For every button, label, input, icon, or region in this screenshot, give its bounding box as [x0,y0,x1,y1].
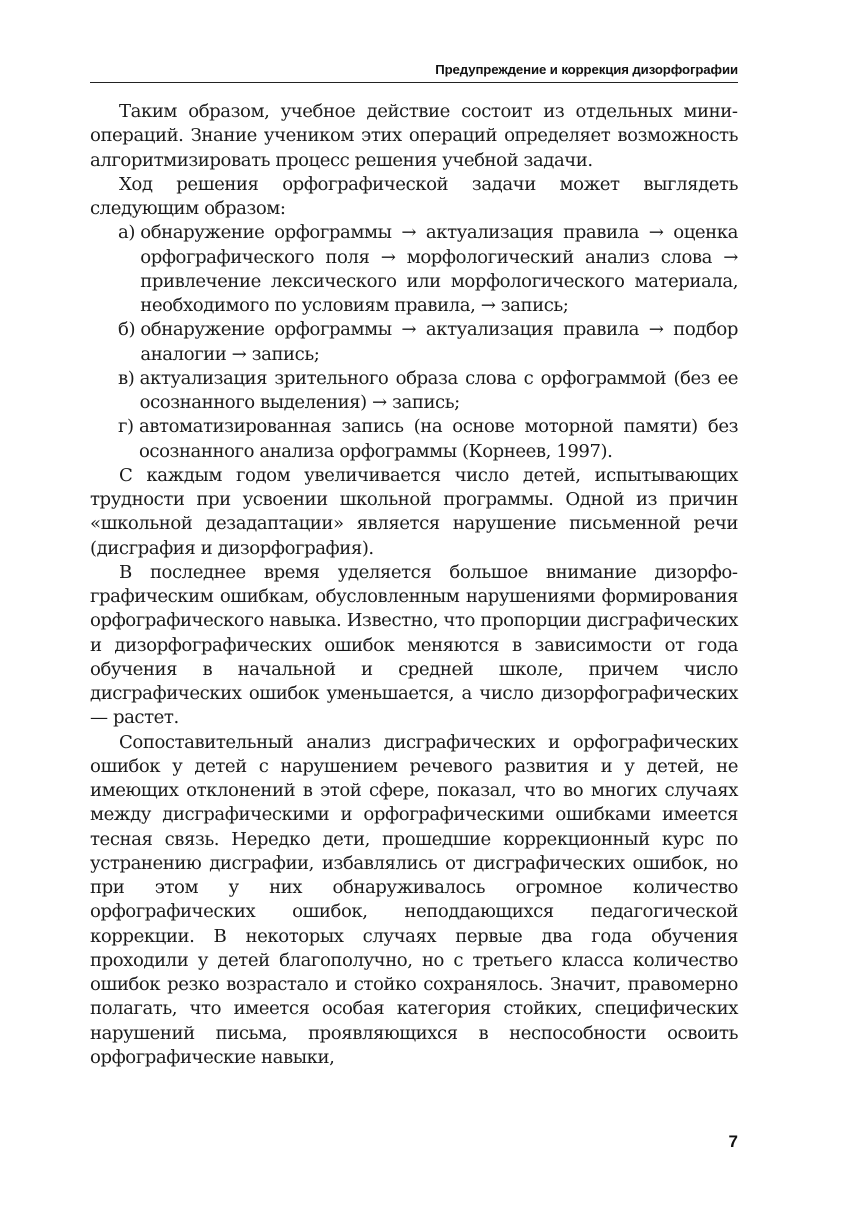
list-item [90,221,738,318]
list-item-text: обнаружение орфограммы → актуализация правила → подбор аналогии → запись; [140,319,738,365]
list-item [90,415,738,464]
list-item [90,318,738,367]
list-marker: г) [118,416,139,438]
page-number: 7 [728,1132,738,1151]
paragraph-4: В последнее время уделяется большое внимание дизорфографическим ошибкам, обусловленным нарушениями формирования орфографического навыка. Известно, что пропорции дисграфических и дизорфографических ошибок меняются в зависимости от года обучения в начальной и средней школе, причем число дисграфических ошибок уменьшается, а число дизорфографических — растет. [90,561,738,729]
list-item-text: обнаружение орфограммы → актуализация правила → оценка орфографического поля → морфологический анализ слова → привлечение лексического или морфологического материала, необходимого по условиям правила, → запись; [140,222,738,316]
list-item-text: актуализация зрительного образа слова с орфограммой (без ее осознанного выделения) → запись; [139,367,738,413]
solution-steps-list [90,221,738,464]
paragraph-3: С каждым годом увеличивается число детей, испытывающих трудности при усвоении школьной программы. Одной из причин «школьной дезадаптации» является нарушение письменной речи (дисграфия и дизорфография). [90,464,738,559]
paragraph-2: Ход решения орфографической задачи может выглядеть следующим образом: [90,173,738,219]
page-body [90,100,738,1070]
list-item-text: автоматизированная запись (на основе моторной памяти) без осознанного анализа орфограммы (Корнеев, 1997). [138,416,738,462]
list-marker: б) [118,319,141,341]
paragraph-1: Таким образом, учебное действие состоит из отдельных миниопераций. Знание учеником этих операций определяет возможность алгоритмизировать процесс решения учебной задачи. [90,101,738,171]
header-divider [90,82,738,83]
list-marker: в) [118,367,140,389]
list-item [90,367,738,416]
list-marker: а) [118,222,141,244]
running-header: Предупреждение и коррекция дизорфографии [435,62,738,77]
paragraph-5: Сопоставительный анализ дисграфических и орфографических ошибок у детей с нарушением речевого развития и у детей, не имеющих отклонений в этой сфере, показал, что во многих случаях между дисграфическими и орфографическими ошибками имеется тесная связь. Нередко дети, прошедшие коррекционный курс по устранению дисграфии, избавлялись от дисграфических ошибок, но при этом у них обнаруживалось огромное количество орфографических ошибок, неподдающихся педагогической коррекции. В некоторых случаях первые два года обучения проходили у детей благополучно, но с третьего класса количество ошибок резко возрастало и стойко сохранялось. Значит, правомерно полагать, что имеется особая категория стойких, специфических нарушений письма, проявляющихся в неспособности освоить орфографические навыки, [90,731,738,1068]
